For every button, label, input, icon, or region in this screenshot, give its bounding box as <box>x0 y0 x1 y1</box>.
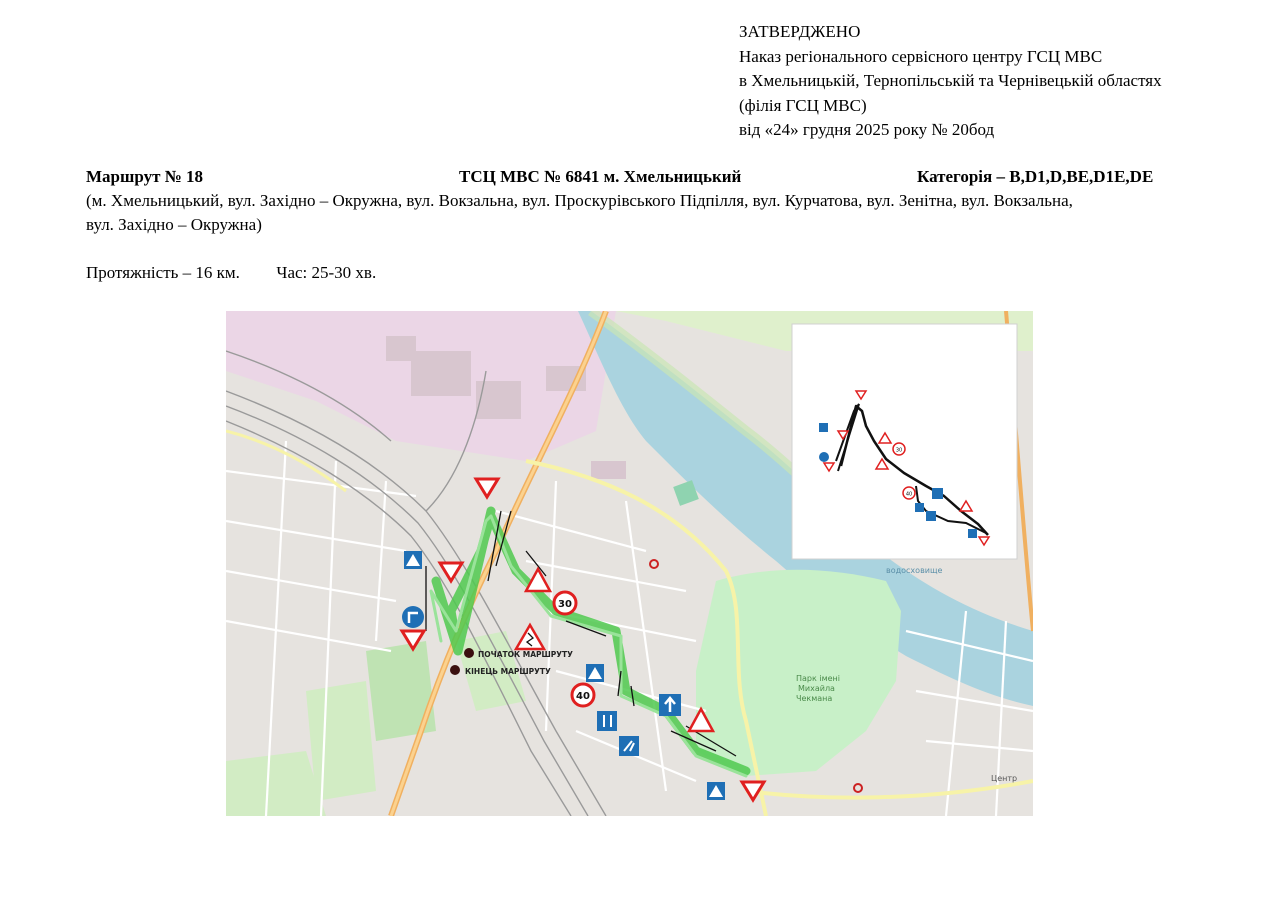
license-category: Категорія – B,D1,D,BE,D1E,DE <box>917 167 1154 186</box>
reservoir-label: водосховище <box>886 566 943 575</box>
route-end-label: КІНЕЦЬ МАРШРУТУ <box>465 667 551 676</box>
building <box>386 336 416 361</box>
inset-crossing-sign <box>819 423 828 432</box>
lane-direction-sign <box>597 711 617 731</box>
lane-direction-sign <box>619 736 639 756</box>
inset-crossing-sign <box>968 529 977 538</box>
pedestrian-crossing-sign <box>404 551 422 569</box>
speed-limit-sign <box>572 684 594 706</box>
route-overview-inset <box>792 324 1017 559</box>
route-streets-line2: вул. Західно – Окружна) <box>86 215 262 234</box>
speed-limit-value: 40 <box>576 691 590 702</box>
turn-right-sign <box>402 606 424 628</box>
route-length: Протяжність – 16 км. <box>86 263 240 282</box>
route-start-marker <box>464 648 474 658</box>
route-end-marker <box>450 665 460 675</box>
inset-one-way-sign <box>932 488 943 499</box>
inset-lane-sign <box>926 511 936 521</box>
approval-title: ЗАТВЕРДЖЕНО <box>739 22 861 41</box>
route-time: Час: 25-30 хв. <box>276 263 377 282</box>
speed-limit-sign <box>554 592 576 614</box>
pedestrian-crossing-sign <box>707 782 725 800</box>
route-number: Маршрут № 18 <box>86 167 204 186</box>
building <box>591 461 626 479</box>
route-map-svg <box>226 311 1033 816</box>
approval-block <box>739 20 1162 143</box>
approval-regions: в Хмельницькій, Тернопільській та Чернівецькій областях <box>739 71 1162 90</box>
green-area <box>306 681 376 801</box>
building <box>411 351 471 396</box>
inset-turn-sign <box>819 452 829 462</box>
inset-speed-value: 40 <box>905 491 913 498</box>
route-streets-line1: (м. Хмельницький, вул. Західно – Окружна, вул. Вокзальна, вул. Проскурівського Підпілля, вул. Курчатова, вул. Зенітна, вул. Вокзальна, <box>86 191 1073 210</box>
route-map <box>226 311 1033 816</box>
one-way-sign <box>659 694 681 716</box>
park-label-1: Парк імені <box>796 674 841 683</box>
inset-speed-value: 30 <box>895 447 903 454</box>
inset-crossing-sign <box>915 503 924 512</box>
pedestrian-crossing-sign <box>586 664 604 682</box>
service-center: ТСЦ МВС № 6841 м. Хмельницький <box>459 167 742 186</box>
approval-date: від «24» грудня 2025 року № 20бод <box>739 120 995 139</box>
approval-branch: (філія ГСЦ МВС) <box>739 95 867 115</box>
park-label-2: Михайла <box>798 684 835 693</box>
route-start-label: ПОЧАТОК МАРШРУТУ <box>478 650 573 659</box>
district-label: Центр <box>991 774 1018 783</box>
park-label-3: Чекмана <box>796 694 833 703</box>
route-streets <box>86 189 1186 237</box>
approval-order: Наказ регіонального сервісного центру ГСЦ МВС <box>739 46 1103 66</box>
speed-limit-value: 30 <box>558 599 572 610</box>
route-stats <box>86 261 376 285</box>
